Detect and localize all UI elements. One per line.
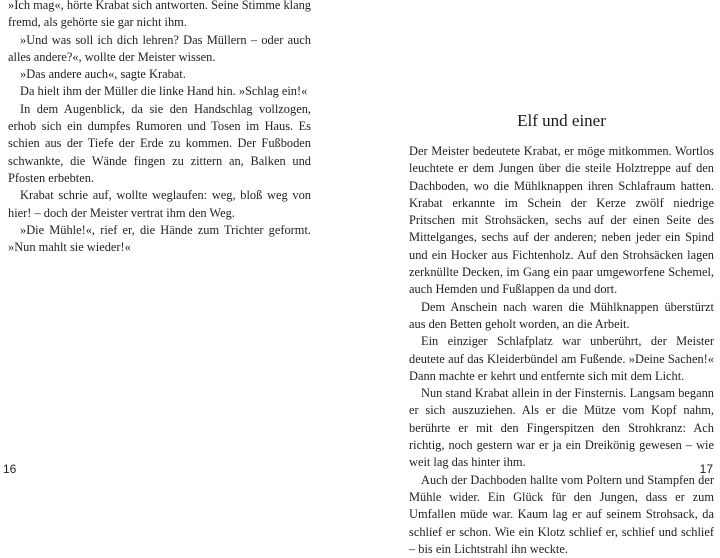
page-number-left: 16	[3, 462, 17, 476]
right-page	[360, 0, 720, 556]
right-paragraph-3: Ein einziger Schlafplatz war unberührt, der Meister deutete auf das Kleiderbündel am Fußende. »Deine Sachen!« Dann machte er kehrt und entfernte sich mit dem Licht.	[409, 334, 714, 383]
left-page-text	[8, 0, 311, 256]
right-paragraph-2: Dem Anschein nach waren die Mühlknappen überstürzt aus den Betten geholt worden, an die Arbeit.	[409, 299, 714, 331]
left-paragraph-7: »Die Mühle!«, rief er, die Hände zum Trichter geformt. »Nun mahlt sie wieder!«	[8, 222, 311, 255]
page-number-right: 17	[699, 462, 713, 476]
right-page-text	[409, 143, 714, 558]
right-paragraph-4: Nun stand Krabat allein in der Finsternis. Langsam begann er sich auszuziehen. Als er die Mütze vom Kopf nahm, berührte er mit den Fingerspitzen den Strohkranz: Ach richtig, noch gestern war er ja ein Dreikönig gewesen – wie weit lag das hinter ihm.	[409, 386, 714, 470]
left-paragraph-5: In dem Augenblick, da sie den Handschlag vollzogen, erhob sich ein dumpfes Rumoren und Tosen im Haus. Es schien aus der Tiefe der Erde zu kommen. Der Fußboden schwankte, die Wände fingen zu zittern an, Balken und Pfosten erbebten.	[8, 101, 311, 185]
chapter-title: Elf und einer	[517, 111, 606, 130]
left-page	[0, 0, 360, 486]
left-paragraph-6: Krabat schrie auf, wollte weglaufen: weg, bloß weg von hier! – doch der Meister vertrat ihm den Weg.	[8, 188, 311, 220]
left-paragraph-4: Da hielt ihm der Müller die linke Hand hin. »Schlag ein!«	[20, 84, 308, 99]
left-paragraph-2: »Und was soll ich dich lehren? Das Müllern – oder auch alles andere?«, wollte der Meister wissen.	[8, 32, 311, 64]
left-paragraph-3: »Das andere auch«, sagte Krabat.	[20, 67, 186, 82]
right-paragraph-1: Der Meister bedeutete Krabat, er möge mitkommen. Wortlos leuchtete er dem Jungen über die steile Holztreppe auf den Dachboden, wo die Mühlknappen ihren Schlafraum hatten. Krabat erkannte im Schein der Kerze zwölf niedrige Pritschen mit Strohsäcken, sechs auf der einen Seite des Mittelganges, sechs auf der anderen; neben jeder ein Spind und ein Hocker aus Fichtenholz. Auf den Strohsäcken lagen zerknüllte Decken, im Gang ein paar umgeworfene Schemel, auch Hemden und Fußlappen da und dort.	[409, 144, 714, 297]
left-paragraph-1: »Ich mag«, hörte Krabat sich antworten. Seine Stimme klang fremd, als gehörte sie gar nicht ihm.	[8, 0, 311, 30]
right-paragraph-5: Auch der Dachboden hallte vom Poltern und Stampfen der Mühle wider. Ein Glück für den Jungen, dass er zum Umfallen müde war. Kaum lag er auf seinem Strohsack, da schlief er schon. Wie ein Klotz schlief er, schlief und schlief – bis ein Lichtstrahl ihn weckte.	[409, 472, 714, 556]
